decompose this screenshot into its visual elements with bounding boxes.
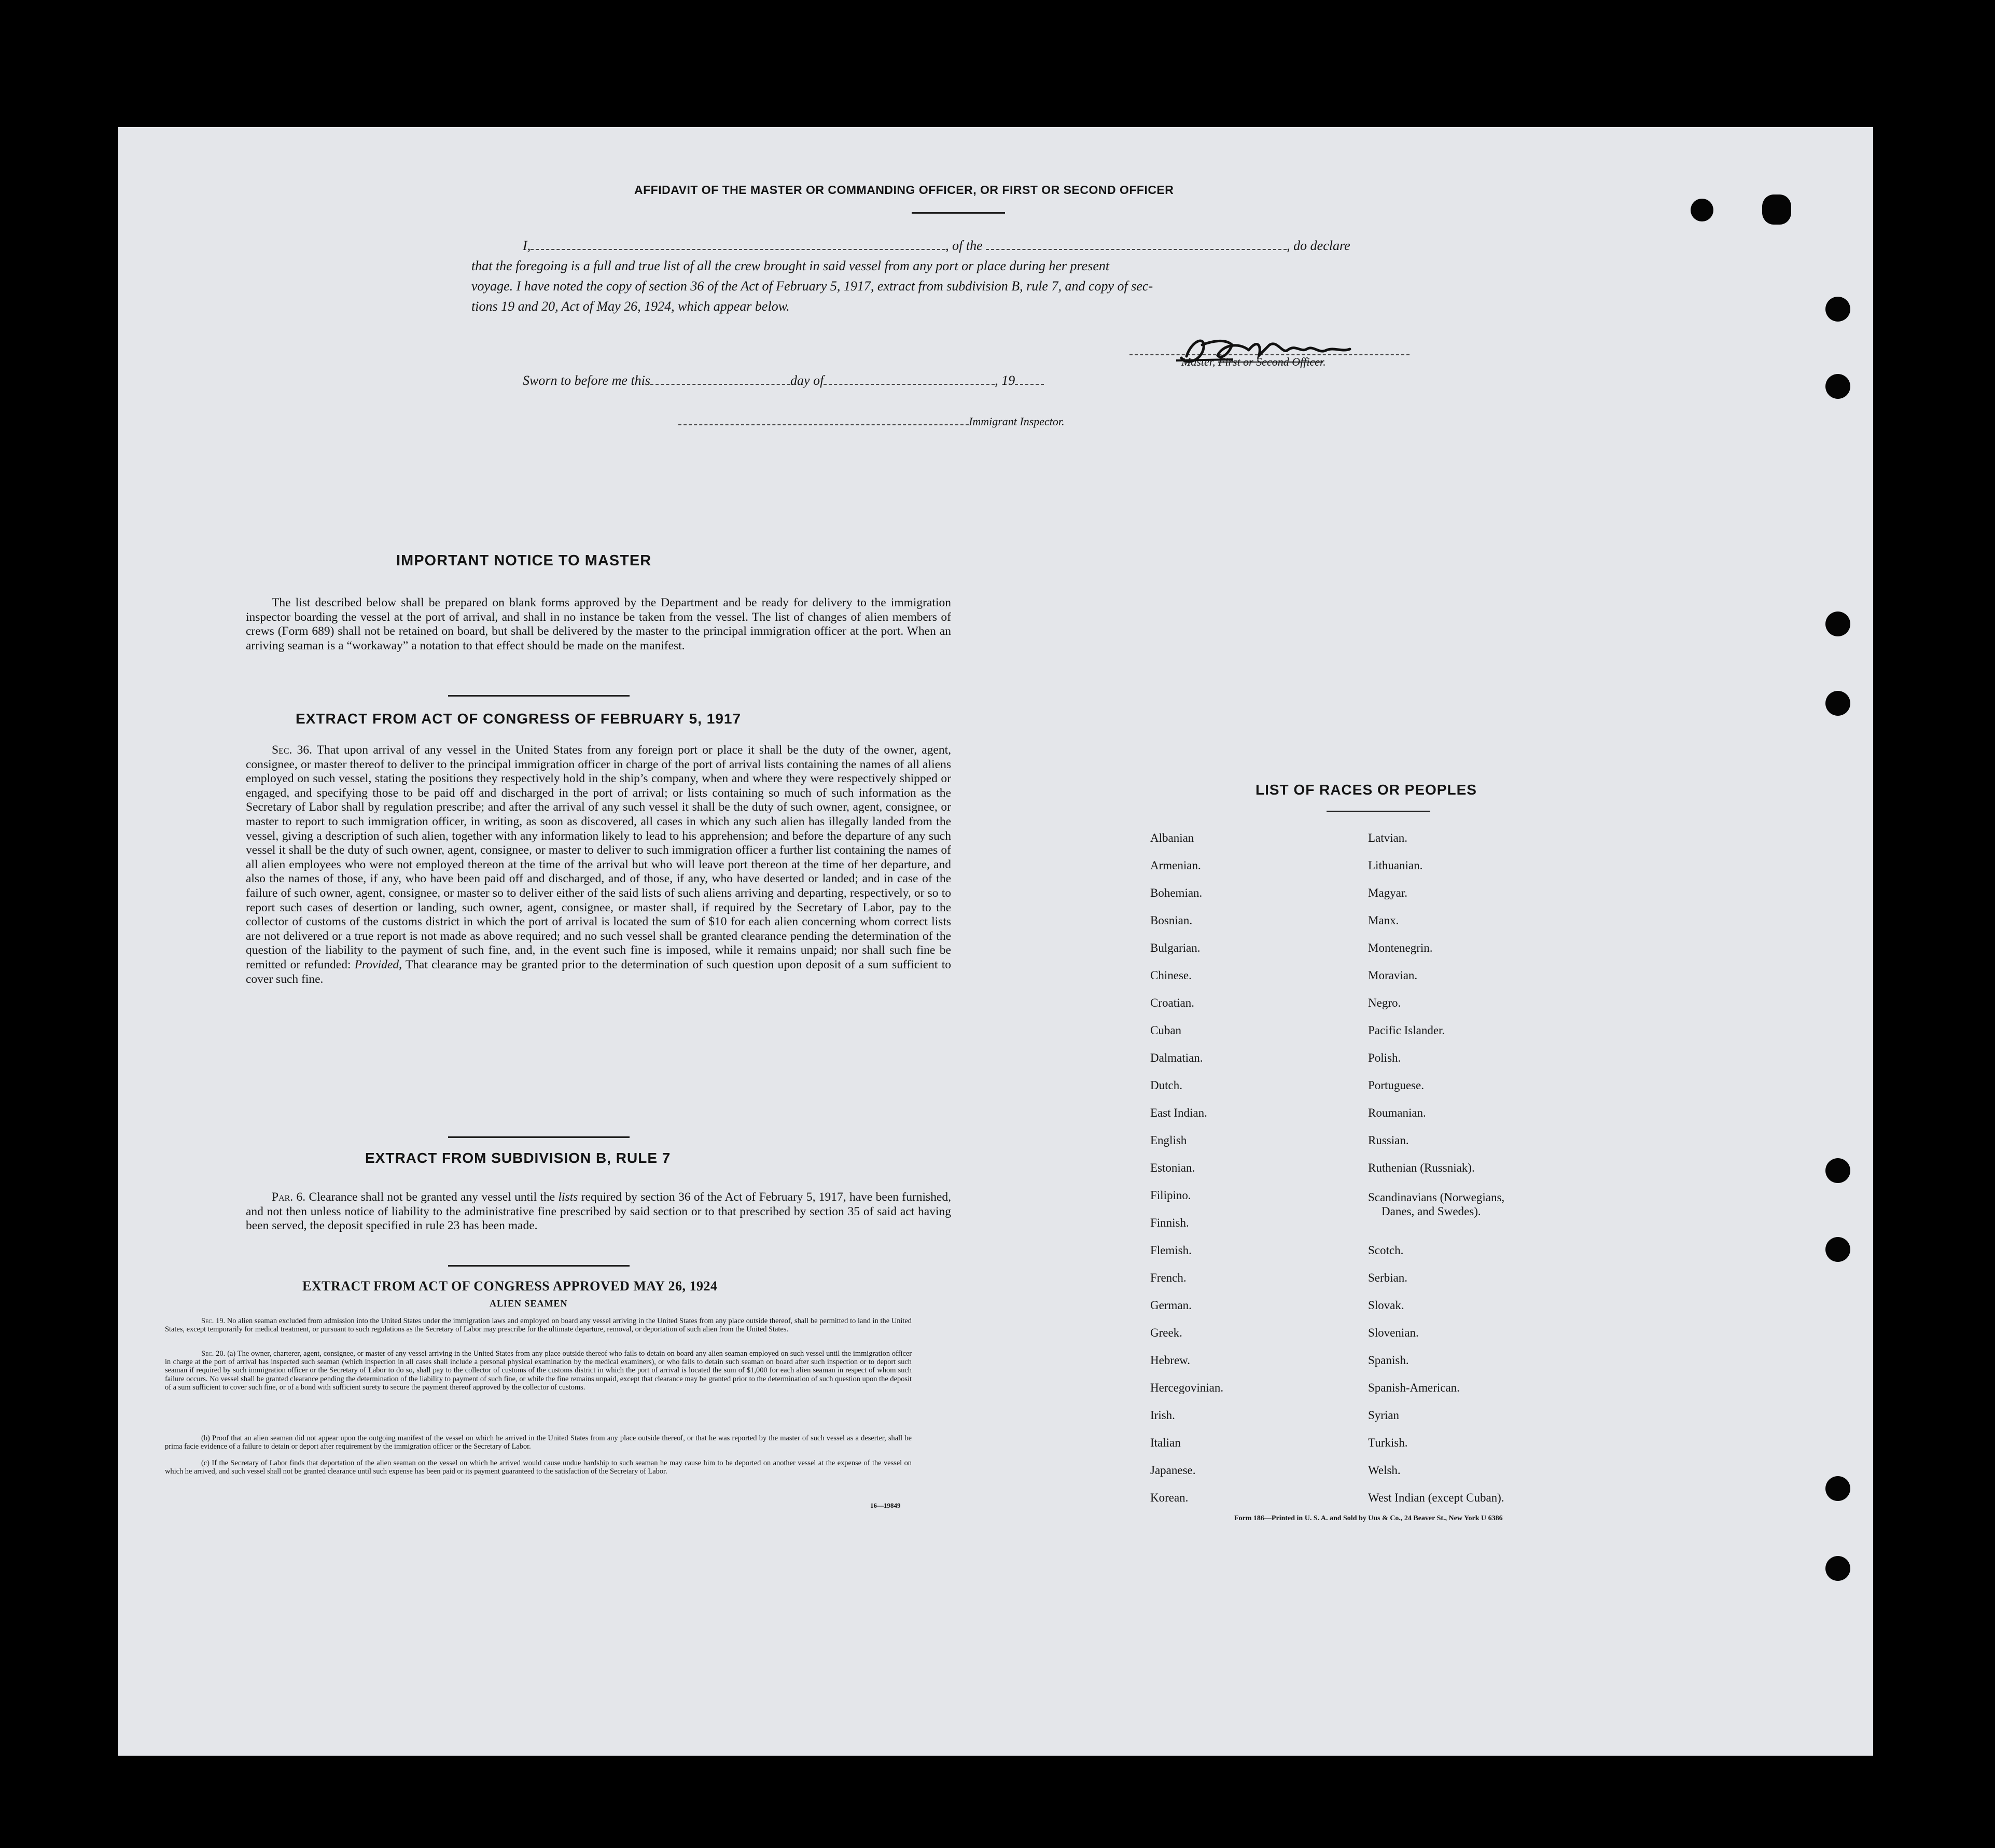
- affidavit-body-3: tions 19 and 20, Act of May 26, 1924, which appear below.: [471, 299, 790, 314]
- affidavit-title: AFFIDAVIT OF THE MASTER OR COMMANDING OFFICER, OR FIRST OR SECOND OFFICER: [634, 183, 1174, 197]
- race-entry: Manx.: [1368, 914, 1399, 927]
- affidavit-do-declare: , do declare: [1287, 238, 1350, 253]
- sec-36-provided: Provided,: [354, 957, 402, 971]
- inspector-signature-blank[interactable]: [678, 414, 969, 425]
- affidavit-declaration-line: [523, 238, 1350, 254]
- punch-hole-top-1: [1691, 199, 1713, 221]
- race-entry: Portuguese.: [1368, 1079, 1424, 1092]
- race-entry: Polish.: [1368, 1051, 1401, 1064]
- races-title: LIST OF RACES OR PEOPLES: [1255, 782, 1477, 798]
- affidavit-of-the: , of the: [945, 238, 983, 253]
- race-entry: Croatian.: [1150, 996, 1194, 1009]
- par-6-label: Par. 6.: [272, 1190, 306, 1204]
- race-entry: Scotch.: [1368, 1244, 1404, 1257]
- sec-36-proviso: That clearance may be granted prior to the determination of such question upon deposit of a sum sufficient to cover such fine.: [246, 957, 952, 986]
- print-code: 16—19849: [870, 1502, 901, 1509]
- punch-hole-4: [1825, 691, 1850, 716]
- punch-hole-top-2: [1762, 194, 1791, 225]
- signature-caption: Master, First or Second Officer.: [1181, 355, 1326, 368]
- par-6-body-b: required by section 36 of the Act of February 5, 1917, have been furnished, and not then unless notice of liability to the administrative fine prescribed by said section or to that prescribed by section 35 of said act having been served, the deposit specified in rule 23 has been made.: [246, 1190, 952, 1233]
- race-entry: Cuban: [1150, 1024, 1182, 1037]
- race-entry: Ruthenian (Russniak).: [1368, 1161, 1475, 1174]
- sworn-prefix: Sworn to before me this: [523, 373, 651, 388]
- race-entry: Spanish-American.: [1368, 1381, 1460, 1394]
- race-entry: Moravian.: [1368, 969, 1418, 982]
- inspector-line: [678, 414, 1065, 428]
- race-entry: French.: [1150, 1271, 1187, 1284]
- affidavit-title-rule: [912, 212, 1005, 214]
- race-entry: Finnish.: [1150, 1216, 1189, 1229]
- sworn-year-blank[interactable]: [1015, 373, 1044, 385]
- affidavit-body-2: voyage. I have noted the copy of section 36 of the Act of February 5, 1917, extract from subdivision B, rule 7, and copy of sec-: [471, 279, 1153, 294]
- punch-hole-2: [1825, 374, 1850, 399]
- par-6-lists: lists: [558, 1190, 578, 1204]
- race-entry: Negro.: [1368, 996, 1401, 1009]
- form-imprint: Form 186—Printed in U. S. A. and Sold by Uus & Co., 24 Beaver St., New York U 6386: [1234, 1514, 1503, 1522]
- race-entry: Welsh.: [1368, 1464, 1401, 1477]
- race-entry: Dutch.: [1150, 1079, 1182, 1092]
- extract-1924-subtitle: ALIEN SEAMEN: [490, 1298, 568, 1309]
- race-entry: Filipino.: [1150, 1189, 1191, 1202]
- race-entry: Hebrew.: [1150, 1354, 1191, 1367]
- extract-1917-title: EXTRACT FROM ACT OF CONGRESS OF FEBRUARY 5, 1917: [296, 711, 742, 727]
- race-entry: Lithuanian.: [1368, 859, 1423, 872]
- race-entry: Slovenian.: [1368, 1326, 1419, 1339]
- sec-20-a: (a) The owner, charterer, agent, consignee, or master of any vessel arriving in the United States from any place outside thereof who fails to detain on board any alien seaman employed on such vessel until the immigration officer in charge at the port of arrival has inspected such seaman (which inspection in all cases shall include a personal physical examination by the medical examiners), or who fails to detain such seaman on board after such inspection or to deport such seaman if required by such immigration officer or the Secretary of Labor to do so, shall pay to the collector of customs of the customs district in which the port of arrival is located the sum of $1,000 for each alien seaman in respect of whom such failure occurs. No vessel shall be granted clearance pending the determination of the liability to payment of such fine, or while the fine remains unpaid, except that clearance may be granted prior to the determination of such question upon the deposit of a sum sufficient to cover such fine, or of a bond with sufficient surety to secure the payment thereof approved by the collector of customs.: [165, 1350, 912, 1392]
- race-entry: Japanese.: [1150, 1464, 1196, 1477]
- extract-1917-rule: [448, 1136, 630, 1138]
- race-entry: East Indian.: [1150, 1106, 1207, 1119]
- race-entry: Bosnian.: [1150, 914, 1193, 927]
- race-entry: German.: [1150, 1299, 1192, 1312]
- races-title-rule: [1327, 811, 1430, 812]
- master-name-blank[interactable]: [531, 239, 945, 250]
- race-entry: Slovak.: [1368, 1299, 1404, 1312]
- extract-rule7-title: EXTRACT FROM SUBDIVISION B, RULE 7: [365, 1150, 671, 1166]
- caption-master: Master,: [1181, 355, 1216, 368]
- extract-1924-sec19: [165, 1317, 912, 1333]
- race-entry: Korean.: [1150, 1491, 1189, 1504]
- race-entry: Dalmatian.: [1150, 1051, 1203, 1064]
- race-entry: Roumanian.: [1368, 1106, 1426, 1119]
- sworn-month-blank[interactable]: [824, 373, 995, 385]
- notice-rule: [448, 695, 630, 697]
- sec-19-body: No alien seaman excluded from admission into the United States under the immigration laws and employed on board any vessel arriving in the United States from any place outside thereof, shall be permitted to land in the United States, except temporarily for medical treatment, or pursuant to such regulations as the Secretary of Labor may prescribe for the ultimate departure, removal, or deportation of such alien from the United States.: [165, 1317, 912, 1334]
- punch-hole-8: [1825, 1556, 1850, 1581]
- race-entry: Syrian: [1368, 1409, 1400, 1422]
- sworn-year-prefix: , 19: [995, 373, 1015, 388]
- race-entry: Chinese.: [1150, 969, 1192, 982]
- race-entry: Magyar.: [1368, 886, 1408, 899]
- extract-1924-sec20b: (b) Proof that an alien seaman did not appear upon the outgoing manifest of the vessel on which he arrived in the United States from any place outside thereof, or that he was reported by the master of such vessel as a deserter, shall be prima facie evidence of a failure to detain or deport after requirement by the immigration officer or the Secretary of Labor.: [165, 1434, 912, 1451]
- sworn-line: [523, 373, 1044, 388]
- race-entry: Bohemian.: [1150, 886, 1203, 899]
- extract-rule7-rule: [448, 1265, 630, 1267]
- notice-title: IMPORTANT NOTICE TO MASTER: [396, 552, 652, 569]
- extract-1924-sec20c: (c) If the Secretary of Labor finds that deportation of the alien seaman on the vessel on which he arrived would cause undue hardship to such seaman he may cause him to be deported on another vessel at the expense of the vessel on which he arrived, and such vessel shall not be granted clearance until such expense has been paid or its payment guaranteed to the satisfaction of the Secretary of Labor.: [165, 1459, 912, 1476]
- punch-hole-3: [1825, 612, 1850, 636]
- punch-hole-5: [1825, 1158, 1850, 1183]
- sec-36-body: That upon arrival of any vessel in the United States from any foreign port or place it shall be the duty of the owner, agent, consignee, or master thereof to deliver to the principal immigration officer in charge of the port of arrival lists containing the names of all aliens employed on such vessel, stating the positions they respectively hold in the ship’s company, when and where they were respectively shipped or engaged, and specifying those to be paid off and discharged in the port of arrival; or lists containing so much of such information as the Secretary of Labor shall by regulation prescribe; and after the arrival of any such vessel it shall be the duty of such owner, agent, consignee, or master to report to such immigration officer, in writing, as soon as discovered, all cases in which any such alien has illegally landed from the vessel, giving a description of such alien, together with any information likely to lead to his apprehension; and before the departure of any such vessel it shall be the duty of such owner, agent, consignee, or master to deliver to such immigration officer a further list containing the names of all alien employees who were not employed thereon at the time of the arrival but who will leave port thereon at the time of her departure, and also the names of those, if any, who have been paid off and discharged, and of those, if any, who have deserted or landed; and in case of the failure of such owner, agent, consignee, or master so to deliver either of the said lists of such aliens arriving and departing, respectively, or so to report such cases of desertion or landing, such owner, agent, consignee, or master shall, if required by the Secretary of Labor, pay to the collector of customs of the customs district in which the port of arrival is located the sum of $10 for each alien concerning whom correct lists are not delivered or a true report is not made as above required; and no such vessel shall be granted clearance pending the determination of the question of the liability to the payment of such fine, and, in the event such fine is imposed, while it remains unpaid; nor shall such fine be remitted or refunded:: [246, 743, 952, 971]
- race-entry: Flemish.: [1150, 1244, 1192, 1257]
- race-entry: Scandinavians (Norwegians,: [1368, 1191, 1505, 1204]
- race-entry: Montenegrin.: [1368, 941, 1433, 954]
- par-6-body-a: Clearance shall not be granted any vessel until the: [309, 1190, 555, 1204]
- race-entry: Danes, and Swedes).: [1382, 1205, 1481, 1218]
- affidavit-body-1: that the foregoing is a full and true list of all the crew brought in said vessel from any port or place during her present: [471, 258, 1110, 273]
- punch-hole-7: [1825, 1476, 1850, 1501]
- race-entry: Bulgarian.: [1150, 941, 1201, 954]
- inspector-caption: Immigrant Inspector.: [969, 415, 1065, 428]
- race-entry: Latvian.: [1368, 831, 1407, 844]
- sec-36-label: Sec. 36.: [272, 743, 312, 757]
- race-entry: Armenian.: [1150, 859, 1201, 872]
- race-entry: Estonian.: [1150, 1161, 1195, 1174]
- race-entry: Italian: [1150, 1436, 1181, 1449]
- extract-1924-title: EXTRACT FROM ACT OF CONGRESS APPROVED MAY 26, 1924: [302, 1279, 718, 1294]
- extract-1917-text: [246, 743, 951, 986]
- vessel-name-blank[interactable]: [986, 239, 1287, 250]
- notice-text: The list described below shall be prepared on blank forms approved by the Department and be ready for delivery to the immigration inspector boarding the vessel at the port of arrival, and shall in no instance be taken from the vessel. The list of changes of alien members of crews (Form 689) shall not be retained on board, but shall be delivered by the master to the principal immigration officer at the port. When an arriving seaman is a “workaway” a notation to that effect should be made on the manifest.: [246, 596, 951, 652]
- race-entry: Greek.: [1150, 1326, 1182, 1339]
- race-entry: English: [1150, 1134, 1187, 1147]
- caption-struck-officer: First or Second Officer: [1218, 355, 1323, 368]
- race-entry: West Indian (except Cuban).: [1368, 1491, 1504, 1504]
- punch-hole-6: [1825, 1237, 1850, 1262]
- race-entry: Irish.: [1150, 1409, 1175, 1422]
- affidavit-i: I,: [523, 238, 531, 253]
- race-entry: Turkish.: [1368, 1436, 1408, 1449]
- race-entry: Serbian.: [1368, 1271, 1408, 1284]
- sworn-day-of: day of: [790, 373, 824, 388]
- race-entry: Spanish.: [1368, 1354, 1409, 1367]
- extract-rule7-text: [246, 1190, 951, 1233]
- race-entry: Albanian: [1150, 831, 1194, 844]
- punch-hole-1: [1825, 297, 1850, 322]
- sworn-day-blank[interactable]: [650, 373, 790, 385]
- race-entry: Pacific Islander.: [1368, 1024, 1445, 1037]
- manifest-back-page: [118, 127, 1873, 1756]
- sec-20-label: Sec. 20.: [201, 1350, 226, 1358]
- extract-1924-sec20a: [165, 1350, 912, 1392]
- race-entry: Hercegovinian.: [1150, 1381, 1224, 1394]
- race-entry: Russian.: [1368, 1134, 1409, 1147]
- sec-19-label: Sec. 19.: [201, 1317, 226, 1325]
